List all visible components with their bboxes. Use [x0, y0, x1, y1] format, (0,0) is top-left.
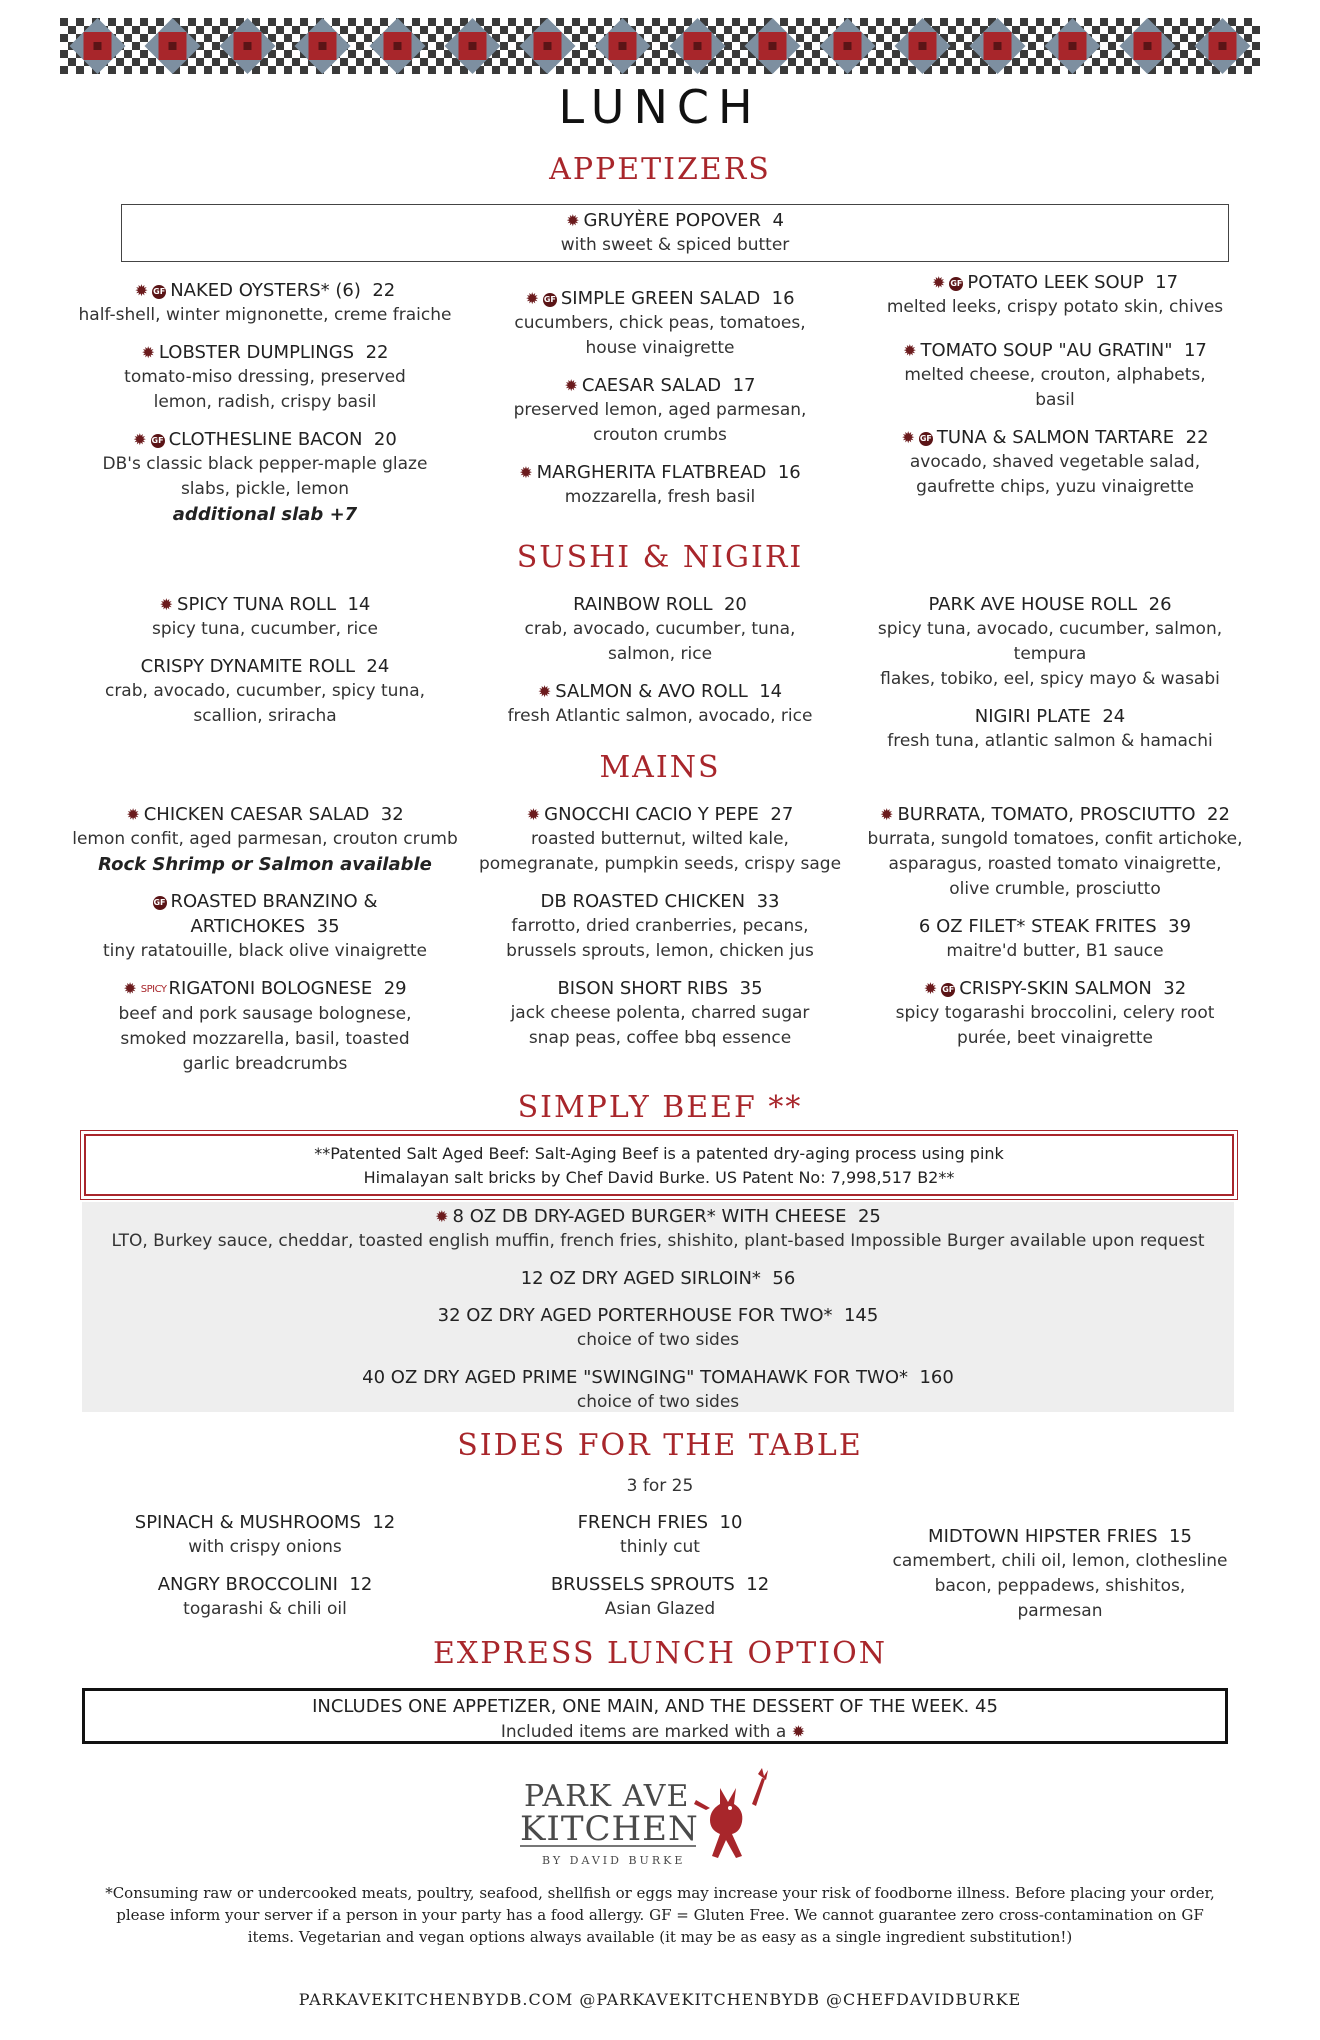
item-desc: smoked mozzarella, basil, toasted	[120, 1029, 410, 1049]
star-burst-icon: ✹	[519, 463, 533, 482]
menu-item	[470, 286, 850, 361]
star-burst-icon: ✹	[141, 343, 155, 362]
item-price: 26	[1148, 594, 1172, 615]
item-desc: thinly cut	[620, 1537, 700, 1557]
item-price: 22	[1207, 804, 1230, 825]
item-price: 15	[1169, 1526, 1192, 1547]
devil-chef-icon	[694, 1768, 768, 1858]
menu-item	[82, 1266, 1234, 1291]
menu-item	[850, 976, 1260, 1051]
star-burst-icon: ✹	[564, 376, 578, 395]
item-price: 35	[739, 978, 763, 999]
item-name: SPINACH & MUSHROOMS	[134, 1512, 361, 1533]
park-ave-kitchen-logo	[520, 1768, 800, 1878]
menu-item	[60, 976, 470, 1077]
item-name: CRISPY DYNAMITE ROLL	[140, 656, 355, 677]
item-name: BRUSSELS SPROUTS	[550, 1574, 735, 1595]
menu-item	[60, 592, 470, 642]
item-price: 20	[723, 594, 747, 615]
item-desc: avocado, shaved vegetable salad,	[909, 452, 1201, 472]
item-desc: lemon confit, aged parmesan, crouton crumb	[72, 829, 458, 849]
logo-line-1: PARK AVE	[524, 1779, 690, 1814]
item-name: RIGATONI BOLOGNESE	[168, 978, 373, 999]
menu-item	[470, 679, 850, 729]
item-desc: scallion, sriracha	[193, 706, 337, 726]
item-price: 145	[843, 1305, 879, 1326]
footer-links: PARKAVEKITCHENBYDB.COM @PARKAVEKITCHENBYDB @CHEFDAVIDBURKE	[298, 1990, 1022, 2009]
item-desc: olive crumble, prosciutto	[949, 879, 1161, 899]
express-line: INCLUDES ONE APPETIZER, ONE MAIN, AND THE DESSERT OF THE WEEK. 45	[312, 1696, 998, 1717]
item-price: 24	[366, 656, 390, 677]
gluten-free-icon: GF	[151, 434, 165, 448]
item-desc: beef and pork sausage bolognese,	[118, 1004, 412, 1024]
item-desc: burrata, sungold tomatoes, confit artichoke,	[867, 829, 1243, 849]
gluten-free-icon: GF	[919, 432, 933, 446]
gluten-free-icon: GF	[152, 285, 166, 299]
mains-column-3	[850, 802, 1260, 1063]
item-price: 14	[759, 681, 783, 702]
star-burst-icon: ✹	[525, 289, 539, 308]
beef-note-line: **Patented Salt Aged Beef: Salt-Aging Beef is a patented dry-aging process using pink	[314, 1144, 1004, 1163]
spicy-label: SPICY	[140, 984, 167, 995]
item-desc: farrotto, dried cranberries, pecans,	[511, 916, 809, 936]
item-desc: melted leeks, crispy potato skin, chives	[886, 297, 1224, 317]
star-burst-icon: ✹	[133, 430, 147, 449]
item-price: 35	[316, 916, 340, 937]
item-name: DB ROASTED CHICKEN	[540, 891, 746, 912]
star-burst-icon: ✹	[566, 211, 580, 230]
item-desc: crab, avocado, cucumber, tuna,	[524, 619, 796, 639]
item-desc: slabs, pickle, lemon	[180, 479, 350, 499]
logo-line-2: KITCHEN	[520, 1809, 699, 1849]
disclaimer	[90, 1882, 1230, 1948]
item-desc: brussels sprouts, lemon, chicken jus	[506, 941, 814, 961]
menu-item	[850, 425, 1260, 500]
item-name: TOMATO SOUP "AU GRATIN"	[920, 340, 1173, 361]
item-price: 12	[349, 1574, 373, 1595]
star-burst-icon: ✹	[123, 979, 137, 998]
item-desc: spicy tuna, avocado, cucumber, salmon, tempura	[877, 619, 1223, 664]
section-heading-sides: SIDES FOR THE TABLE	[457, 1428, 863, 1463]
item-name: SALMON & AVO ROLL	[555, 681, 748, 702]
disclaimer-line: items. Vegetarian and vegan options always available (it may be as easy as a single ingredient substitution!)	[247, 1928, 1073, 1946]
section-heading-express: EXPRESS LUNCH OPTION	[433, 1636, 887, 1671]
item-name: CLOTHESLINE BACON	[168, 429, 363, 450]
menu-item	[60, 427, 470, 527]
menu-item	[82, 1365, 1234, 1415]
item-desc: snap peas, coffee bbq essence	[528, 1028, 792, 1048]
item-name: NAKED OYSTERS* (6)	[170, 280, 361, 301]
salt-aged-beef-note	[84, 1134, 1234, 1196]
item-desc: choice of two sides	[576, 1392, 740, 1412]
gluten-free-icon: GF	[543, 293, 557, 307]
item-name: FRENCH FRIES	[577, 1512, 709, 1533]
popover-box	[121, 204, 1229, 262]
beef-items-panel	[82, 1202, 1234, 1412]
menu-item	[470, 1510, 850, 1560]
item-name: GNOCCHI CACIO Y PEPE	[544, 804, 759, 825]
item-name: 8 OZ DB DRY-AGED BURGER* WITH CHEESE	[452, 1206, 847, 1227]
item-desc: pomegranate, pumpkin seeds, crispy sage	[478, 854, 842, 874]
item-name: MIDTOWN HIPSTER FRIES	[928, 1526, 1158, 1547]
sides-column-1	[60, 1510, 470, 1634]
item-price: 22	[1185, 427, 1209, 448]
item-desc: LTO, Burkey sauce, cheddar, toasted english muffin, french fries, shishito, plant-based Impossible Burger available upon request	[111, 1231, 1205, 1251]
star-burst-icon: ✹	[159, 595, 174, 614]
menu-item	[60, 340, 470, 415]
item-desc: with crispy onions	[188, 1537, 342, 1557]
menu-item	[60, 889, 470, 964]
star-burst-icon: ✹	[435, 1207, 449, 1226]
item-name: PARK AVE HOUSE ROLL	[928, 594, 1138, 615]
decorative-tile-banner	[60, 18, 1260, 74]
gluten-free-icon: GF	[949, 277, 963, 291]
item-desc: mozzarella, fresh basil	[564, 487, 756, 507]
menu-item	[470, 802, 850, 877]
menu-item	[60, 1510, 470, 1560]
item-desc: gaufrette chips, yuzu vinaigrette	[916, 477, 1194, 497]
item-price: 39	[1168, 916, 1192, 937]
star-burst-icon: ✹	[537, 682, 552, 701]
item-price: 22	[365, 342, 389, 363]
item-price: 32	[380, 804, 404, 825]
item-name: TUNA & SALMON TARTARE	[936, 427, 1175, 448]
sides-deal-text: 3 for 25	[626, 1476, 694, 1496]
item-desc: jack cheese polenta, charred sugar	[510, 1003, 810, 1023]
express-line: Included items are marked with a	[500, 1722, 787, 1742]
star-burst-icon: ✹	[526, 805, 541, 824]
menu-item	[850, 914, 1260, 964]
item-desc: roasted butternut, wilted kale,	[531, 829, 789, 849]
menu-item	[470, 976, 850, 1051]
item-desc: camembert, chili oil, lemon, clothesline	[892, 1551, 1228, 1571]
star-burst-icon: ✹	[901, 428, 915, 447]
menu-item	[60, 1572, 470, 1622]
item-desc: spicy togarashi broccolini, celery root	[895, 1003, 1215, 1023]
appetizers-column-3	[850, 270, 1260, 512]
sushi-column-2	[470, 592, 850, 741]
item-desc: fresh tuna, atlantic salmon & hamachi	[887, 731, 1213, 751]
item-name: 6 OZ FILET* STEAK FRITES	[918, 916, 1157, 937]
item-desc: flakes, tobiko, eel, spicy mayo & wasabi	[880, 669, 1220, 689]
item-name: NIGIRI PLATE	[974, 706, 1091, 727]
section-heading-beef: SIMPLY BEEF **	[517, 1090, 803, 1125]
menu-item	[470, 1572, 850, 1622]
item-desc: maitre'd butter, B1 sauce	[946, 941, 1164, 961]
item-name: GRUYÈRE POPOVER	[583, 210, 762, 231]
item-desc: purée, beet vinaigrette	[956, 1028, 1154, 1048]
sides-column-3	[860, 1524, 1260, 1636]
menu-item	[82, 1303, 1234, 1353]
beef-note-line: Himalayan salt bricks by Chef David Burke. US Patent No: 7,998,517 B2**	[363, 1168, 955, 1187]
item-desc: melted cheese, crouton, alphabets,	[904, 365, 1206, 385]
item-desc: lemon, radish, crispy basil	[153, 392, 377, 412]
item-name: CHICKEN CAESAR SALAD	[143, 804, 370, 825]
menu-item	[82, 1204, 1234, 1254]
item-price: 32	[1163, 978, 1187, 999]
item-name: SPICY TUNA ROLL	[177, 594, 336, 615]
gluten-free-icon: GF	[153, 896, 167, 910]
menu-item	[840, 592, 1260, 692]
menu-item	[60, 802, 470, 877]
item-name: 40 OZ DRY AGED PRIME "SWINGING" TOMAHAWK FOR TWO*	[362, 1367, 908, 1388]
menu-item	[850, 338, 1260, 413]
disclaimer-line: *Consuming raw or undercooked meats, poultry, seafood, shellfish or eggs may increase your risk of foodborne illness. Before placing your order,	[105, 1884, 1215, 1902]
menu-item	[60, 278, 470, 328]
item-price: 10	[719, 1512, 743, 1533]
item-name: ROASTED BRANZINO &	[170, 891, 378, 912]
item-price: 33	[756, 891, 780, 912]
star-burst-icon: ✹	[931, 273, 946, 292]
item-price: 16	[771, 288, 795, 309]
item-price: 56	[772, 1268, 796, 1289]
item-note: additional slab +7	[172, 504, 358, 525]
item-price: 29	[383, 978, 407, 999]
star-burst-icon: ✹	[880, 805, 894, 824]
item-desc: crab, avocado, cucumber, spicy tuna,	[104, 681, 426, 701]
item-desc: salmon, rice	[607, 644, 713, 664]
item-name: 12 OZ DRY AGED SIRLOIN*	[520, 1268, 761, 1289]
menu-item	[470, 889, 850, 964]
item-desc: tomato-miso dressing, preserved	[124, 367, 406, 387]
item-name: 32 OZ DRY AGED PORTERHOUSE FOR TWO*	[437, 1305, 833, 1326]
express-lunch-box	[82, 1688, 1228, 1744]
appetizers-column-2	[470, 286, 850, 522]
item-name: LOBSTER DUMPLINGS	[158, 342, 355, 363]
item-desc: bacon, peppadews, shishitos,	[934, 1576, 1186, 1596]
mains-column-2	[470, 802, 850, 1063]
item-price: 14	[347, 594, 371, 615]
menu-item	[470, 373, 850, 448]
menu-item	[470, 460, 850, 510]
menu-item	[470, 592, 850, 667]
item-desc: togarashi & chili oil	[183, 1599, 347, 1619]
gluten-free-icon: GF	[941, 983, 955, 997]
item-price: 12	[746, 1574, 770, 1595]
section-heading-sushi: SUSHI & NIGIRI	[516, 540, 804, 575]
item-desc: garlic breadcrumbs	[182, 1054, 348, 1074]
sides-column-2	[470, 1510, 850, 1634]
sushi-column-3	[840, 592, 1260, 766]
menu-item	[60, 654, 470, 729]
star-burst-icon: ✹	[134, 281, 149, 300]
item-name: MARGHERITA FLATBREAD	[536, 462, 767, 483]
section-heading-mains: MAINS	[599, 750, 721, 785]
item-desc: house vinaigrette	[585, 338, 735, 358]
item-desc: DB's classic black pepper-maple glaze	[102, 454, 428, 474]
section-heading-appetizers: APPETIZERS	[549, 152, 771, 187]
item-note: Rock Shrimp or Salmon available	[98, 854, 432, 875]
star-burst-icon: ✹	[923, 979, 938, 998]
item-desc: spicy tuna, cucumber, rice	[152, 619, 378, 639]
item-desc: parmesan	[1017, 1601, 1103, 1621]
item-desc: Asian Glazed	[604, 1599, 716, 1619]
item-price: 20	[373, 429, 397, 450]
menu-item	[850, 802, 1260, 902]
item-price: 17	[1155, 272, 1179, 293]
disclaimer-line: please inform your server if a person in your party has a food allergy. GF = Gluten Free. We cannot guarantee zero cross-contamination on GF	[116, 1906, 1204, 1924]
item-price: 160	[919, 1367, 954, 1388]
item-desc: basil	[1035, 390, 1075, 410]
sides-deal	[0, 1474, 1320, 1499]
item-desc: crouton crumbs	[593, 425, 727, 445]
item-name: BURRATA, TOMATO, PROSCIUTTO	[897, 804, 1196, 825]
item-name: SIMPLE GREEN SALAD	[560, 288, 761, 309]
item-price: 17	[1183, 340, 1207, 361]
item-name: POTATO LEEK SOUP	[967, 272, 1144, 293]
item-price: 22	[372, 280, 396, 301]
item-desc: asparagus, roasted tomato vinaigrette,	[888, 854, 1222, 874]
menu-title: LUNCH	[558, 80, 762, 134]
mains-column-1	[60, 802, 470, 1089]
menu-item	[850, 270, 1260, 320]
appetizers-column-1	[60, 278, 470, 539]
item-desc: with sweet & spiced butter	[560, 235, 790, 255]
item-desc: tiny ratatouille, black olive vinaigrette	[102, 941, 428, 961]
item-price: 27	[770, 804, 794, 825]
star-burst-icon: ✹	[126, 805, 140, 824]
sushi-column-1	[60, 592, 470, 741]
menu-item	[860, 1524, 1260, 1624]
item-price: 16	[777, 462, 801, 483]
item-name: ARTICHOKES	[190, 916, 306, 937]
item-price: 12	[372, 1512, 396, 1533]
logo-line-3: BY DAVID BURKE	[542, 1854, 686, 1867]
item-price: 24	[1102, 706, 1126, 727]
item-desc: choice of two sides	[576, 1330, 740, 1350]
star-burst-icon: ✹	[903, 341, 917, 360]
item-price: 25	[857, 1206, 881, 1227]
item-desc: preserved lemon, aged parmesan,	[513, 400, 807, 420]
item-price: 17	[732, 375, 756, 396]
menu-item	[840, 704, 1260, 754]
item-name: BISON SHORT RIBS	[557, 978, 729, 999]
item-name: CRISPY-SKIN SALMON	[959, 978, 1152, 999]
item-desc: cucumbers, chick peas, tomatoes,	[514, 313, 806, 333]
item-desc: fresh Atlantic salmon, avocado, rice	[507, 706, 813, 726]
item-price: 4	[772, 210, 784, 231]
item-name: ANGRY BROCCOLINI	[157, 1574, 338, 1595]
item-name: CAESAR SALAD	[581, 375, 722, 396]
item-name: RAINBOW ROLL	[573, 594, 713, 615]
star-burst-icon: ✹	[791, 1722, 806, 1741]
item-desc: half-shell, winter mignonette, creme fraiche	[78, 305, 452, 325]
